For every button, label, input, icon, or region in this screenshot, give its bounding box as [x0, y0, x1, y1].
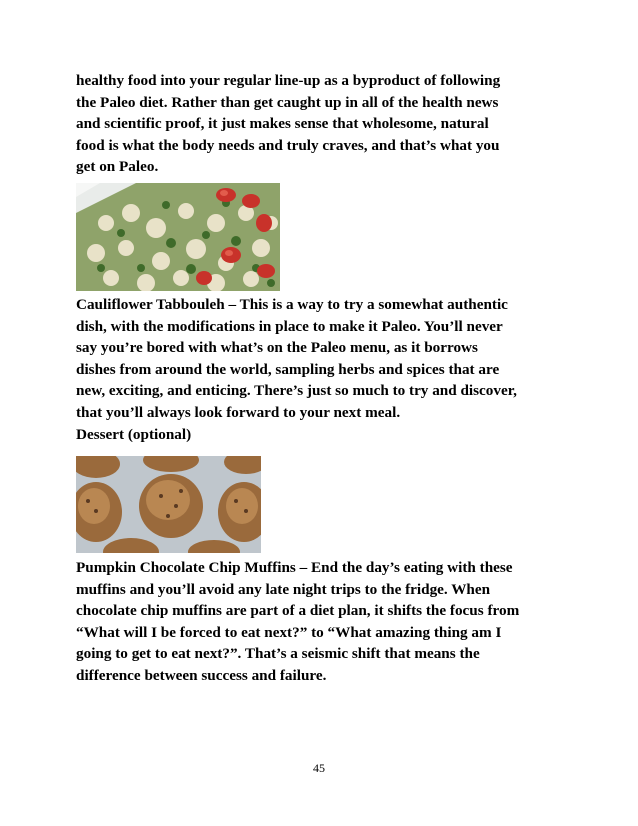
cauliflower-tabbouleh-photo: [76, 183, 280, 291]
text-line: get on Paleo.: [76, 158, 159, 175]
pumpkin-muffins-photo: [76, 456, 261, 553]
page-number: 45: [313, 761, 325, 775]
text-line: that you’ll always look forward to your next meal.: [76, 403, 401, 421]
text-line: Pumpkin Chocolate Chip Muffins – End the day’s eating with these: [76, 559, 513, 576]
text-line: new, exciting, and enticing. There’s just so much to try and discover,: [76, 382, 517, 399]
intro-paragraph: [76, 70, 572, 178]
text-line: dishes from around the world, sampling herbs and spices that are: [76, 360, 500, 378]
text-line: and scientific proof, it just makes sense that wholesome, natural: [76, 115, 489, 132]
text-line: food is what the body needs and truly craves, and that’s what you: [76, 136, 500, 154]
text-line: Cauliflower Tabbouleh – This is a way to try a somewhat authentic: [76, 296, 508, 313]
text-line: going to get to eat next?”. That’s a seismic shift that means the: [76, 645, 480, 662]
text-line: healthy food into your regular line-up as a byproduct of following: [76, 72, 501, 89]
tabbouleh-paragraph: [76, 294, 572, 423]
text-line: say you’re bored with what’s on the Paleo menu, as it borrows: [76, 339, 478, 356]
text-line: the Paleo diet. Rather than get caught up in all of the health news: [76, 93, 499, 111]
tabbouleh-image: [76, 183, 280, 291]
muffins-image: [76, 456, 261, 553]
dessert-heading: [76, 424, 572, 446]
text-line: dish, with the modifications in place to make it Paleo. You’ll never: [76, 317, 503, 335]
muffins-paragraph: [76, 557, 572, 686]
section-heading: Dessert (optional): [76, 426, 192, 443]
text-line: “What will I be forced to eat next?” to “What amazing thing am I: [76, 623, 502, 641]
text-line: difference between success and failure.: [76, 666, 327, 684]
text-line: chocolate chip muffins are part of a diet plan, it shifts the focus from: [76, 602, 520, 619]
text-line: muffins and you’ll avoid any late night trips to the fridge. When: [76, 580, 491, 598]
